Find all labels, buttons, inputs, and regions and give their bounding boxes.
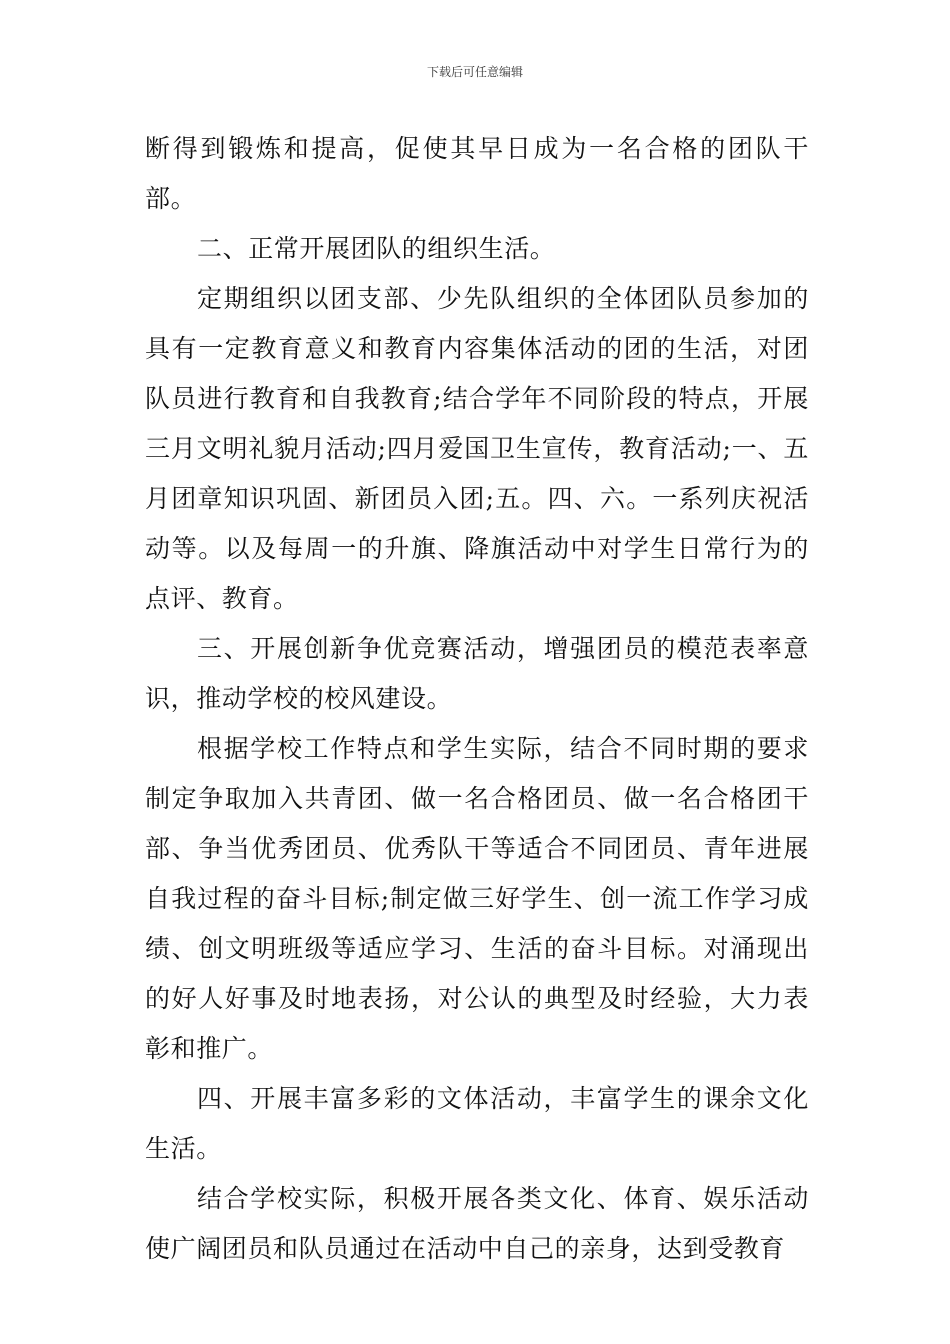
paragraph-7: 结合学校实际，积极开展各类文化、体育、娱乐活动使广阔团员和队员通过在活动中自己的亲身，达到受教育 — [145, 1184, 809, 1263]
paragraph-1: 断得到锻炼和提高，促使其早日成为一名合格的团队干部。 — [145, 134, 809, 213]
paragraph-3: 定期组织以团支部、少先队组织的全体团队员参加的具有一定教育意义和教育内容集体活动的团的生活，对团队员进行教育和自我教育;结合学年不同阶段的特点，开展三月文明礼貌月活动;四月爱国卫生宣传，教育活动;一、五月团章知识巩固、新团员入团;五。四、六。一系列庆祝活动等。以及每周一的升旗、降旗活动中对学生日常行为的点评、教育。 — [145, 284, 809, 613]
document-body — [145, 124, 809, 1274]
section-heading-4: 四、开展丰富多彩的文体活动，丰富学生的课余文化生活。 — [145, 1084, 809, 1163]
section-heading-3: 三、开展创新争优竞赛活动，增强团员的模范表率意识，推动学校的校风建设。 — [145, 634, 809, 713]
page-header: 下载后可任意编辑 — [426, 65, 523, 79]
paragraph-5: 根据学校工作特点和学生实际，结合不同时期的要求制定争取加入共青团、做一名合格团员、做一名合格团干部、争当优秀团员、优秀队干等适合不同团员、青年进展自我过程的奋斗目标;制定做三好学生、创一流工作学习成绩、创文明班级等适应学习、生活的奋斗目标。对涌现出的好人好事及时地表扬，对公认的典型及时经验，大力表彰和推广。 — [145, 734, 809, 1063]
section-heading-2: 二、正常开展团队的组织生活。 — [197, 234, 556, 263]
